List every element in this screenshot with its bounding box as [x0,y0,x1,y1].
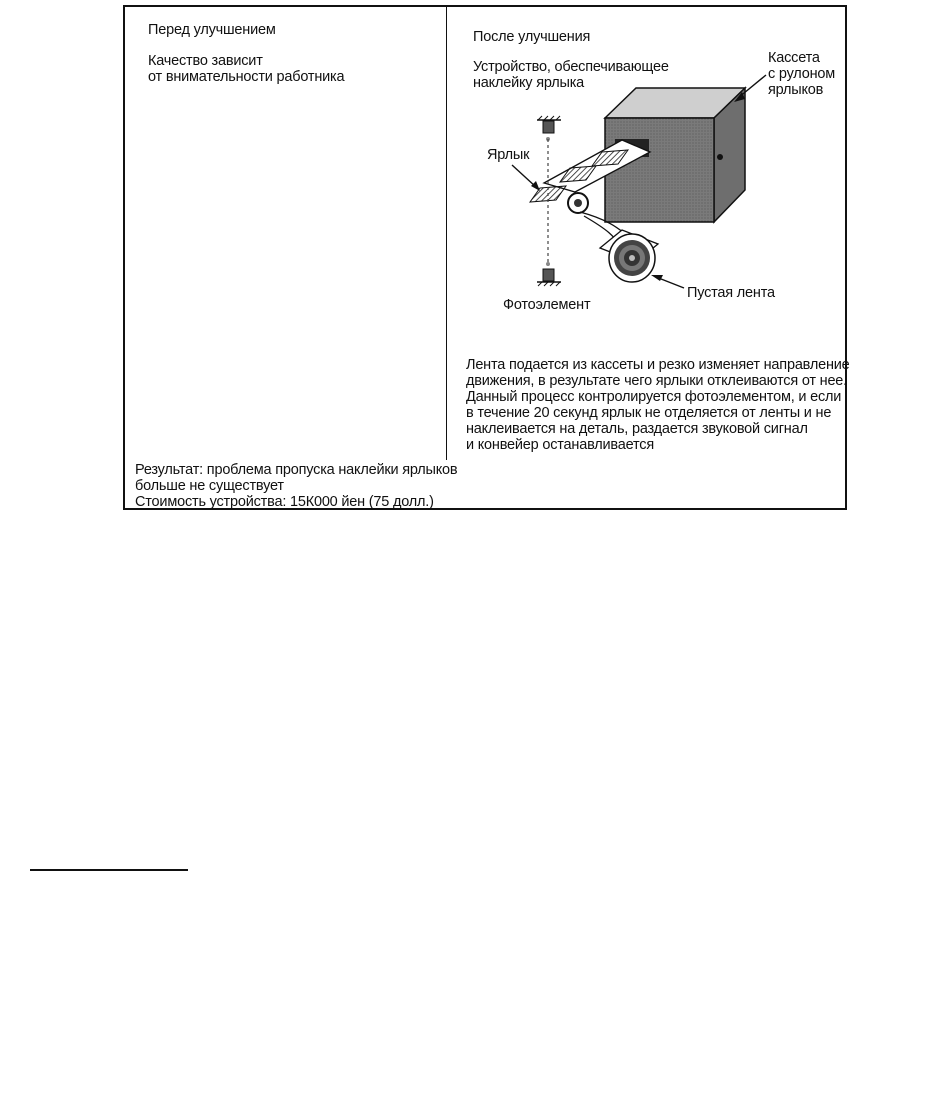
after-title: После улучшения [473,29,591,45]
after-description-line: Устройство, обеспечивающее [473,59,669,75]
footnote-rule [30,869,188,871]
empty-tape-label: Пустая лента [687,285,775,301]
before-description-line: Качество зависит [148,53,263,69]
label-callout: Ярлык [487,147,530,163]
take-up-roll [600,230,658,282]
before-description [148,53,344,85]
cassette-label: Кассета с рулоном ярлыков [768,50,836,98]
photocell-label: Фотоэлемент [503,297,591,313]
column-divider [446,5,447,460]
photocell-bottom [537,262,561,286]
process-description: Лента подается из кассеты и резко изменяет направление движения, в результате чего ярлыки отклеиваются от нее. Данный процесс контролируется фотоэлементом, и если в течение 20 секунд ярлык не отделяется от ленты и не наклеивается на деталь, раздается звуковой сигнал и конвейер останавливается [466,357,850,453]
after-description-line: наклейку ярлыка [473,75,585,91]
small-roller [568,193,588,213]
before-description-line: от внимательности работника [148,69,345,85]
result-text: Результат: проблема пропуска наклейки ярлыков больше не существует Стоимость устройства: 15К000 йен (75 долл.) [135,462,458,510]
before-title: Перед улучшением [148,22,276,38]
photocell-top [537,116,561,141]
